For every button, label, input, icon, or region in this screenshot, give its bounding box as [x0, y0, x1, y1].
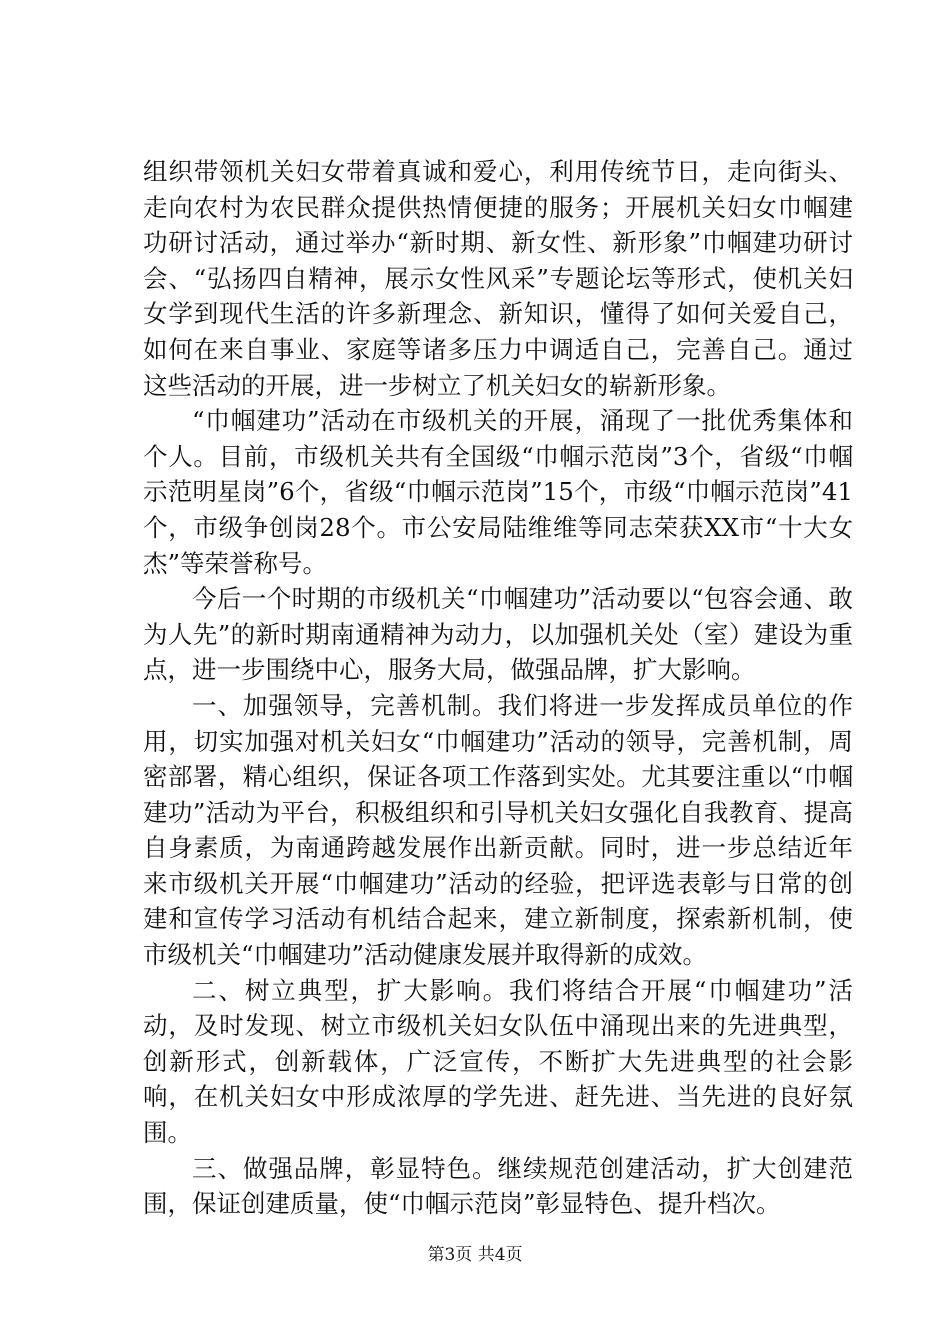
paragraph-point-two: 二、树立典型，扩大影响。我们将结合开展“巾帼建功”活动，及时发现、树立市级机关妇女队伍中涌现出来的先进典型，创新形式，创新载体，广泛宣传，不断扩大先进典型的社会影响，在机关妇女中形成浓厚的学先进、赶先进、当先进的良好氛围。: [143, 975, 853, 1148]
paragraph-continuation: 组织带领机关妇女带着真诚和爱心，利用传统节日，走向街头、走向农村为农民群众提供热情便捷的服务；开展机关妇女巾帼建功研讨活动，通过举办“新时期、新女性、新形象”巾帼建功研讨会、“弘扬四自精神，展示女性风采”专题论坛等形式，使机关妇女学到现代生活的许多新理念、新知识，懂得了如何关爱自己，如何在来自事业、家庭等诸多压力中调适自己，完善自己。通过这些活动的开展，进一步树立了机关妇女的崭新形象。: [143, 157, 853, 400]
paragraph-future-plan: 今后一个时期的市级机关“巾帼建功”活动要以“包容会通、敢为人先”的新时期南通精神为动力，以加强机关处（室）建设为重点，进一步围绕中心，服务大局，做强品牌，扩大影响。: [143, 584, 853, 685]
document-body: [143, 154, 853, 1222]
paragraph-achievements: “巾帼建功”活动在市级机关的开展，涌现了一批优秀集体和个人。目前，市级机关共有全国级“巾帼示范岗”3个，省级“巾帼示范明星岗”6个，省级“巾帼示范岗”15个，市级“巾帼示范岗”41个，市级争创岗28个。市公安局陆维维等同志荣获XX市“十大女杰”等荣誉称号。: [143, 406, 853, 578]
paragraph-point-one: 一、加强领导，完善机制。我们将进一步发挥成员单位的作用，切实加强对机关妇女“巾帼建功”活动的领导，完善机制，周密部署，精心组织，保证各项工作落到实处。尤其要注重以“巾帼建功”活动为平台，积极组织和引导机关妇女强化自我教育、提高自身素质，为南通跨越发展作出新贡献。同时，进一步总结近年来市级机关开展“巾帼建功”活动的经验，把评选表彰与日常的创建和宣传学习活动有机结合起来，建立新制度，探索新机制，使市级机关“巾帼建功”活动健康发展并取得新的成效。: [143, 690, 853, 970]
page-number-footer: 第3页 共4页: [427, 1245, 523, 1265]
paragraph-point-three: 三、做强品牌，彰显特色。继续规范创建活动，扩大创建范围，保证创建质量，使“巾帼示范岗”彰显特色、提升档次。: [143, 1153, 853, 1219]
